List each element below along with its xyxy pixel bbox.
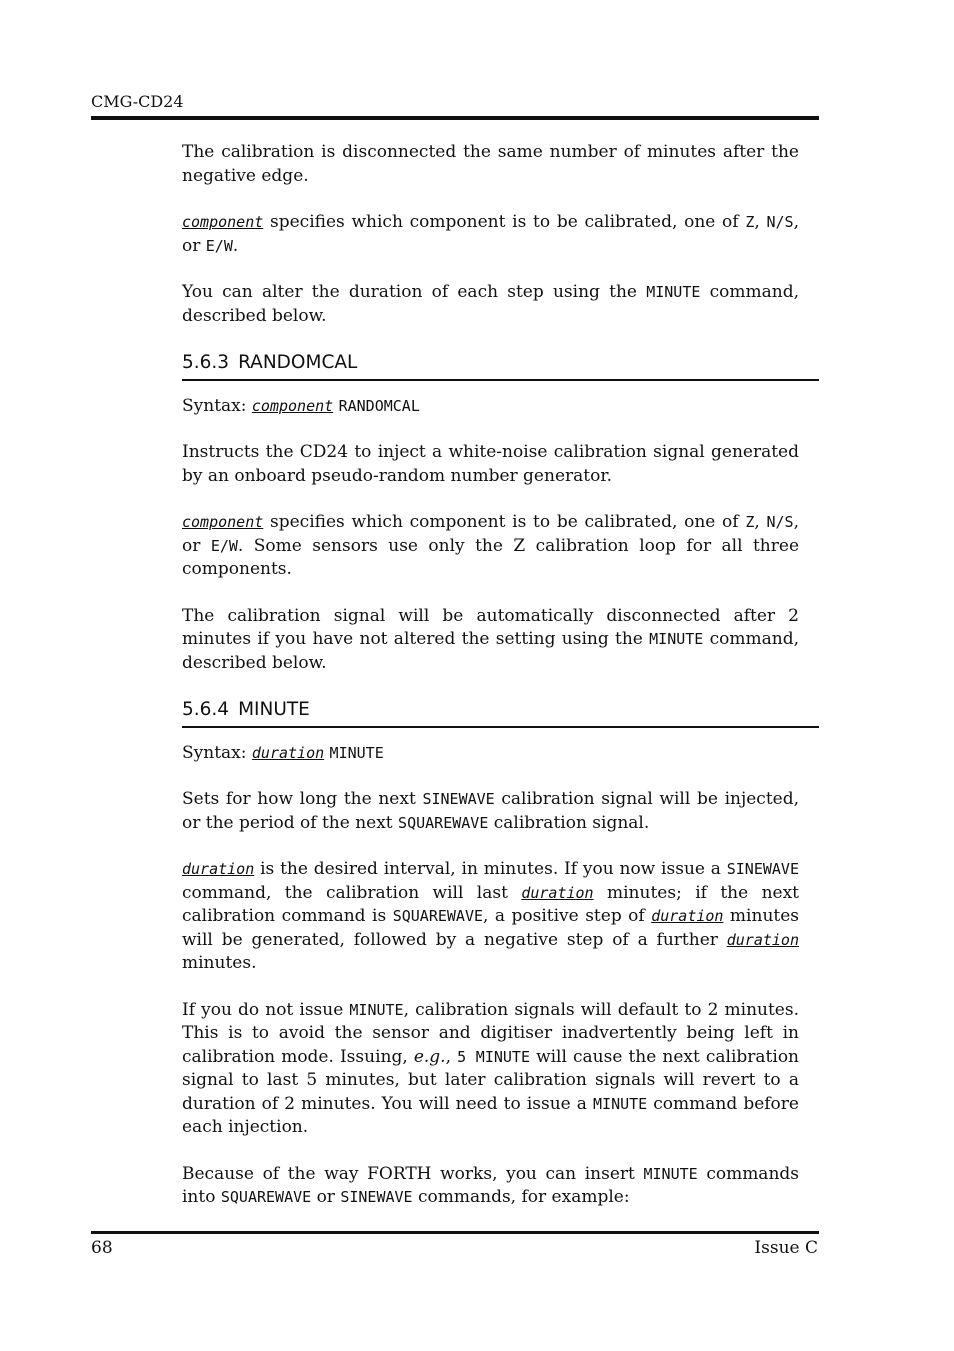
paragraph-component-spec: component specifies which component is to be calibrated, one of Z, N/S, or E/W.	[182, 212, 799, 256]
page-number: 68	[91, 1238, 113, 1258]
code-sinewave: SINEWAVE	[726, 860, 799, 878]
param-duration: duration	[651, 907, 724, 925]
code-sinewave: SINEWAVE	[340, 1188, 413, 1206]
paragraph-randomcal-disconnect: The calibration signal will be automatically disconnected after 2 minutes if you have not altered the setting using the MINUTE command, described below.	[182, 605, 799, 673]
code-sinewave: SINEWAVE	[422, 790, 495, 808]
code-squarewave: SQUAREWAVE	[392, 907, 484, 925]
paragraph-minute-description: Sets for how long the next SINEWAVE calibration signal will be injected, or the period of the next SQUAREWAVE calibration signal.	[182, 789, 799, 833]
param-component: component	[182, 513, 264, 531]
code-squarewave: SQUAREWAVE	[220, 1188, 312, 1206]
code-ns: N/S	[766, 513, 794, 531]
param-duration: duration	[182, 860, 255, 878]
page-body	[182, 141, 799, 1233]
running-header: CMG-CD24	[91, 92, 184, 111]
param-component: component	[251, 396, 334, 415]
code-ew: E/W	[205, 236, 233, 255]
code-squarewave: SQUAREWAVE	[398, 813, 489, 832]
abbrev-eg: e.g.	[413, 1046, 446, 1067]
section-heading-minute	[182, 698, 819, 728]
code-minute: MINUTE	[649, 630, 704, 648]
paragraph-randomcal-component: component specifies which component is to be calibrated, one of Z, N/S, or E/W. Some sensors use only the Z calibration loop for all three components.	[182, 512, 800, 579]
code-minute: MINUTE	[646, 283, 701, 301]
code-minute: MINUTE	[329, 743, 384, 762]
paragraph-alter-duration: You can alter the duration of each step using the MINUTE command, described below.	[182, 282, 799, 326]
code-ew: E/W	[210, 536, 238, 555]
issue-label: Issue C	[754, 1238, 818, 1258]
paragraph-randomcal-description: Instructs the CD24 to inject a white-noise calibration signal generated by an onboard pseudo-random number generator.	[182, 442, 799, 486]
header-rule	[91, 116, 819, 120]
param-duration: duration	[726, 930, 799, 949]
param-component: component	[182, 213, 264, 231]
paragraph-calibration-disconnect: The calibration is disconnected the same number of minutes after the negative edge.	[182, 142, 799, 186]
code-minute: MINUTE	[643, 1164, 698, 1183]
paragraph-minute-default: If you do not issue MINUTE, calibration signals will default to 2 minutes. This is to avoid the sensor and digitiser inadvertently being left in calibration mode. Issuing, e.g., 5 MINUTE will cause the next calibration signal to last 5 minutes, but later calibration signals will revert to a duration of 2 minutes. You will need to issue a MINUTE command before each injection.	[182, 999, 800, 1137]
code-ns: N/S	[766, 213, 794, 231]
code-minute: MINUTE	[349, 1000, 404, 1019]
section-number: 5.6.3	[182, 352, 230, 373]
param-duration: duration	[251, 743, 325, 762]
syntax-minute: Syntax: duration MINUTE	[182, 742, 384, 763]
paragraph-forth-insert: Because of the way FORTH works, you can insert MINUTE commands into SQUAREWAVE or SINEWAVE commands, for example:	[182, 1163, 799, 1207]
footer-rule	[91, 1231, 819, 1234]
code-randomcal: RANDOMCAL	[338, 396, 420, 415]
code-z: Z	[745, 213, 755, 231]
section-title: MINUTE	[238, 699, 310, 720]
code-z: Z	[745, 513, 755, 531]
code-minute: MINUTE	[593, 1094, 648, 1113]
section-title: RANDOMCAL	[238, 352, 358, 373]
code-5-minute: 5 MINUTE	[457, 1047, 530, 1066]
param-duration: duration	[521, 883, 594, 902]
paragraph-duration-interval: duration is the desired interval, in minutes. If you now issue a SINEWAVE command, the calibration will last duration minutes; if the next calibration command is SQUAREWAVE, a positive step of duration minutes will be generated, followed by a negative step of a further duration minutes.	[182, 859, 800, 973]
syntax-randomcal: Syntax: component RANDOMCAL	[182, 395, 420, 416]
section-number: 5.6.4	[182, 699, 230, 720]
section-heading-randomcal	[182, 351, 819, 381]
